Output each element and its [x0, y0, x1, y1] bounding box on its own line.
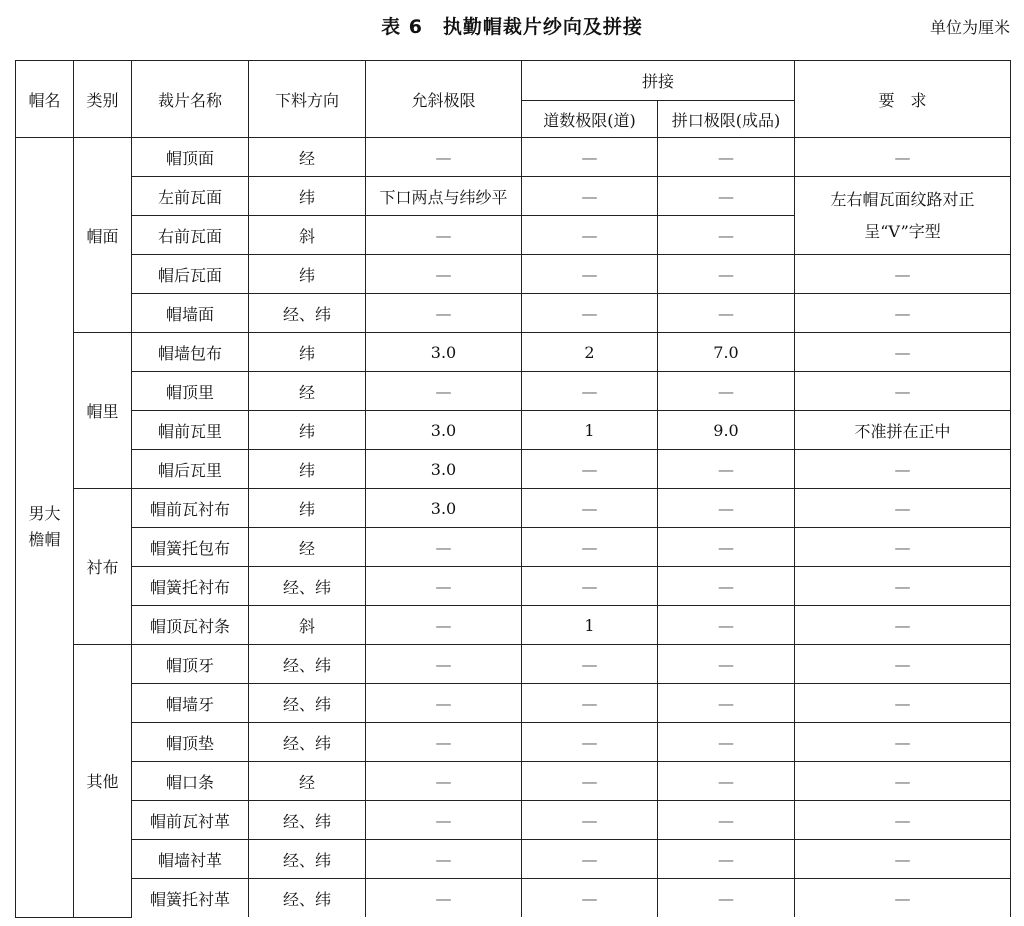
- table-row: [16, 450, 1011, 489]
- piece-name: 帽簧托衬革: [132, 879, 249, 918]
- bias-cell: —: [366, 216, 522, 255]
- limit-cell: —: [658, 528, 795, 567]
- piece-name: 帽后瓦里: [132, 450, 249, 489]
- count-cell: 1: [522, 411, 658, 450]
- header-name: 帽名: [16, 61, 74, 138]
- piece-name: 帽前瓦衬布: [132, 489, 249, 528]
- bias-cell: —: [366, 684, 522, 723]
- table-title: 表 6 执勤帽裁片纱向及拼接: [381, 16, 643, 38]
- limit-cell: 9.0: [658, 411, 795, 450]
- direction-cell: 经: [249, 372, 366, 411]
- requirement-cell: —: [795, 684, 1011, 723]
- direction-cell: 经、纬: [249, 294, 366, 333]
- count-cell: —: [522, 294, 658, 333]
- table-row: [16, 177, 1011, 216]
- requirement-cell: 不准拼在正中: [795, 411, 1011, 450]
- unit-note: 单位为厘米: [929, 18, 1010, 37]
- requirement-cell: —: [795, 879, 1011, 918]
- table-row: [16, 372, 1011, 411]
- bias-cell: 3.0: [366, 333, 522, 372]
- direction-cell: 经、纬: [249, 723, 366, 762]
- requirement-cell: —: [795, 840, 1011, 879]
- table-row: [16, 294, 1011, 333]
- table-row: [16, 489, 1011, 528]
- limit-cell: —: [658, 684, 795, 723]
- limit-cell: 7.0: [658, 333, 795, 372]
- count-cell: —: [522, 840, 658, 879]
- piece-name: 帽顶牙: [132, 645, 249, 684]
- table-row: [16, 762, 1011, 801]
- limit-cell: —: [658, 645, 795, 684]
- bias-cell: —: [366, 645, 522, 684]
- count-cell: —: [522, 684, 658, 723]
- limit-cell: —: [658, 294, 795, 333]
- direction-cell: 经、纬: [249, 879, 366, 918]
- direction-cell: 纬: [249, 255, 366, 294]
- group-face: 帽面: [74, 138, 132, 333]
- limit-cell: —: [658, 255, 795, 294]
- limit-cell: —: [658, 801, 795, 840]
- header-splice: 拼接: [522, 61, 795, 101]
- piece-name: 帽墙牙: [132, 684, 249, 723]
- count-cell: —: [522, 450, 658, 489]
- direction-cell: 经: [249, 762, 366, 801]
- limit-cell: —: [658, 762, 795, 801]
- count-cell: —: [522, 723, 658, 762]
- limit-cell: —: [658, 372, 795, 411]
- bias-cell: 3.0: [366, 489, 522, 528]
- direction-cell: 纬: [249, 489, 366, 528]
- table-row: [16, 879, 1011, 918]
- requirement-cell: —: [795, 762, 1011, 801]
- group-other: 其他: [74, 645, 132, 918]
- header-splice-count: 道数极限(道): [522, 101, 658, 138]
- table-row: [16, 411, 1011, 450]
- direction-cell: 纬: [249, 177, 366, 216]
- table-row: [16, 723, 1011, 762]
- limit-cell: —: [658, 840, 795, 879]
- requirement-cell: —: [795, 606, 1011, 645]
- header-piece: 裁片名称: [132, 61, 249, 138]
- count-cell: —: [522, 372, 658, 411]
- piece-name: 帽顶垫: [132, 723, 249, 762]
- count-cell: —: [522, 645, 658, 684]
- count-cell: —: [522, 762, 658, 801]
- piece-name: 帽顶里: [132, 372, 249, 411]
- header-splice-limit: 拼口极限(成品): [658, 101, 795, 138]
- group-interlining: 衬布: [74, 489, 132, 645]
- header-bias: 允斜极限: [366, 61, 522, 138]
- table-row: [16, 138, 1011, 177]
- limit-cell: —: [658, 879, 795, 918]
- piece-name: 帽口条: [132, 762, 249, 801]
- bias-cell: —: [366, 801, 522, 840]
- limit-cell: —: [658, 177, 795, 216]
- piece-name: 帽后瓦面: [132, 255, 249, 294]
- requirement-cell: —: [795, 567, 1011, 606]
- header-requirement: 要 求: [795, 61, 1011, 138]
- count-cell: —: [522, 177, 658, 216]
- direction-cell: 纬: [249, 333, 366, 372]
- requirement-merged: 左右帽瓦面纹路对正呈“V”字型: [795, 177, 1011, 255]
- requirement-cell: —: [795, 333, 1011, 372]
- piece-name: 帽前瓦衬革: [132, 801, 249, 840]
- direction-cell: 经、纬: [249, 840, 366, 879]
- group-lining: 帽里: [74, 333, 132, 489]
- requirement-cell: —: [795, 372, 1011, 411]
- limit-cell: —: [658, 138, 795, 177]
- hat-name-cell: 男大檐帽: [16, 138, 74, 918]
- direction-cell: 纬: [249, 411, 366, 450]
- table-row: [16, 645, 1011, 684]
- piece-name: 帽簧托衬布: [132, 567, 249, 606]
- table-row: [16, 801, 1011, 840]
- piece-name: 右前瓦面: [132, 216, 249, 255]
- count-cell: —: [522, 567, 658, 606]
- limit-cell: —: [658, 216, 795, 255]
- direction-cell: 斜: [249, 606, 366, 645]
- bias-cell: —: [366, 723, 522, 762]
- count-cell: —: [522, 879, 658, 918]
- table-row: [16, 684, 1011, 723]
- requirement-cell: —: [795, 801, 1011, 840]
- limit-cell: —: [658, 450, 795, 489]
- requirement-cell: —: [795, 255, 1011, 294]
- bias-cell: 3.0: [366, 411, 522, 450]
- bias-cell: 3.0: [366, 450, 522, 489]
- requirement-cell: —: [795, 528, 1011, 567]
- bias-cell: —: [366, 372, 522, 411]
- direction-cell: 经、纬: [249, 801, 366, 840]
- direction-cell: 经: [249, 138, 366, 177]
- cut-piece-table: [15, 60, 1011, 918]
- bias-cell: 下口两点与纬纱平: [366, 177, 522, 216]
- count-cell: —: [522, 216, 658, 255]
- bias-cell: —: [366, 762, 522, 801]
- table-row: [16, 840, 1011, 879]
- header-direction: 下料方向: [249, 61, 366, 138]
- requirement-cell: —: [795, 489, 1011, 528]
- count-cell: —: [522, 528, 658, 567]
- count-cell: 2: [522, 333, 658, 372]
- direction-cell: 经、纬: [249, 645, 366, 684]
- limit-cell: —: [658, 567, 795, 606]
- piece-name: 帽前瓦里: [132, 411, 249, 450]
- requirement-cell: —: [795, 294, 1011, 333]
- count-cell: —: [522, 255, 658, 294]
- piece-name: 帽顶面: [132, 138, 249, 177]
- table-caption: [0, 12, 1024, 42]
- piece-name: 左前瓦面: [132, 177, 249, 216]
- limit-cell: —: [658, 723, 795, 762]
- limit-cell: —: [658, 489, 795, 528]
- bias-cell: —: [366, 138, 522, 177]
- table-row: [16, 255, 1011, 294]
- table-row: [16, 567, 1011, 606]
- bias-cell: —: [366, 879, 522, 918]
- bias-cell: —: [366, 294, 522, 333]
- direction-cell: 经、纬: [249, 567, 366, 606]
- piece-name: 帽墙衬革: [132, 840, 249, 879]
- count-cell: 1: [522, 606, 658, 645]
- table-row: [16, 333, 1011, 372]
- piece-name: 帽顶瓦衬条: [132, 606, 249, 645]
- table-row: [16, 606, 1011, 645]
- requirement-cell: —: [795, 723, 1011, 762]
- limit-cell: —: [658, 606, 795, 645]
- requirement-cell: —: [795, 450, 1011, 489]
- table-row: [16, 528, 1011, 567]
- piece-name: 帽墙包布: [132, 333, 249, 372]
- requirement-cell: —: [795, 138, 1011, 177]
- header-category: 类别: [74, 61, 132, 138]
- bias-cell: —: [366, 528, 522, 567]
- bias-cell: —: [366, 567, 522, 606]
- direction-cell: 斜: [249, 216, 366, 255]
- count-cell: —: [522, 489, 658, 528]
- piece-name: 帽簧托包布: [132, 528, 249, 567]
- bias-cell: —: [366, 840, 522, 879]
- count-cell: —: [522, 138, 658, 177]
- direction-cell: 经: [249, 528, 366, 567]
- direction-cell: 纬: [249, 450, 366, 489]
- bias-cell: —: [366, 606, 522, 645]
- piece-name: 帽墙面: [132, 294, 249, 333]
- count-cell: —: [522, 801, 658, 840]
- requirement-cell: —: [795, 645, 1011, 684]
- direction-cell: 经、纬: [249, 684, 366, 723]
- bias-cell: —: [366, 255, 522, 294]
